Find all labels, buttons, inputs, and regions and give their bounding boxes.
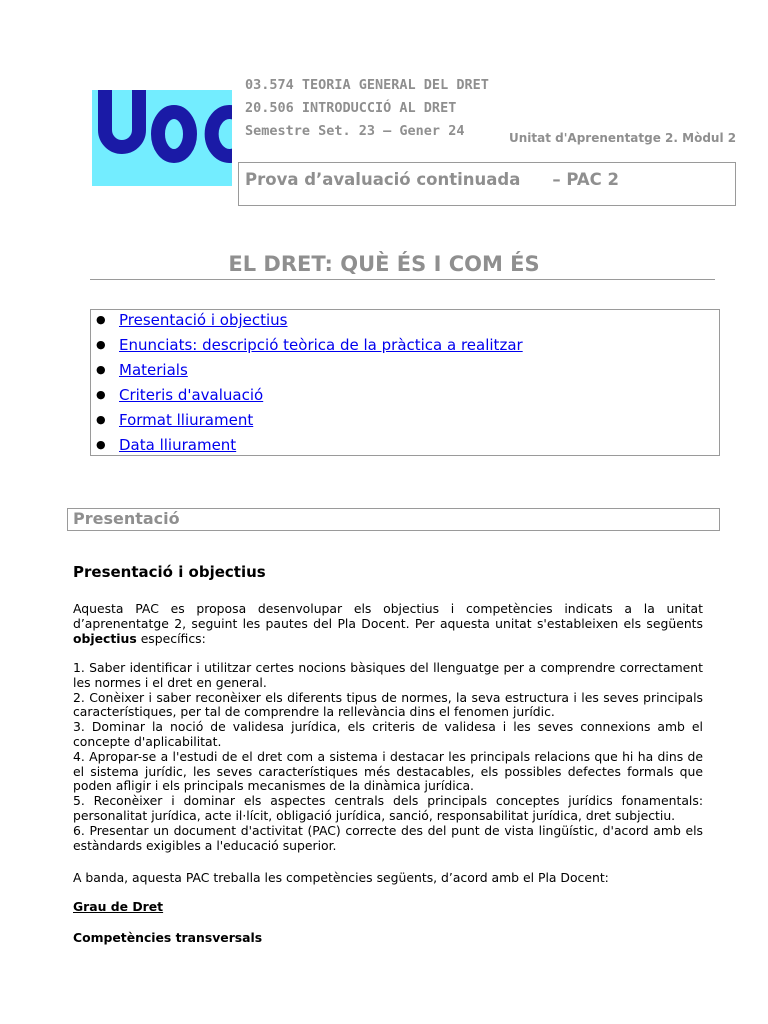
toc-link-enunciats[interactable]: Enunciats: descripció teòrica de la pràctica a realitzar (119, 336, 523, 354)
toc-item (92, 335, 523, 360)
objective-item: 4. Apropar-se a l'estudi de el dret com a sistema i destacar les principals relacions que hi ha dins de el sistema jurídic, les seves característiques més destacables, els possibles defectes formals que poden afligir i els principals mecanismes de la dinàmica jurídica. (73, 748, 703, 794)
toc-item (92, 310, 523, 335)
objectives-list (73, 661, 703, 853)
pac-title-number: – PAC 2 (552, 170, 620, 189)
objective-item: 2. Conèixer i saber reconèixer els diferents tipus de normes, la seva estructura i les seves principals característiques, per tal de comprendre la rellevància dins el fenomen jurídic. (73, 689, 703, 720)
pac-title-name: Prova d’avaluació continuada (245, 170, 521, 189)
toc-item (92, 360, 523, 385)
section-title: Presentació (73, 509, 180, 528)
competences-intro: A banda, aquesta PAC treballa les competències següents, d’acord amb el Pla Docent: (73, 870, 609, 885)
bullet-icon: ● (96, 388, 106, 401)
toc-link-criteris[interactable]: Criteris d'avaluació (119, 386, 264, 404)
intro-bold-term: objectius (73, 630, 137, 646)
bullet-icon: ● (96, 363, 106, 376)
toc-item (92, 410, 523, 435)
objective-item: 5. Reconèixer i dominar els aspectes centrals dels principals conceptes jurídics fonamentals: personalitat jurídica, acte il·lícit, obligació jurídica, sanció, responsabilitat jurídica, dret subjectiu. (73, 793, 703, 823)
intro-text-end: específics: (136, 630, 206, 646)
toc-link-presentacio[interactable]: Presentació i objectius (119, 311, 288, 329)
bullet-icon: ● (96, 313, 106, 326)
title-divider (90, 279, 715, 280)
bullet-icon: ● (96, 438, 106, 451)
uoc-logo (92, 90, 232, 186)
intro-paragraph (73, 602, 703, 646)
toc-link-format[interactable]: Format lliurament (119, 411, 254, 429)
table-of-contents (92, 310, 523, 460)
objective-item: 6. Presentar un document d'activitat (PAC) correcte des del punt de vista lingüístic, d'acord amb els estàndards exigibles a l'educació superior. (73, 822, 703, 853)
semester-label: Semestre Set. 23 – Gener 24 (245, 123, 465, 139)
bullet-icon: ● (96, 413, 106, 426)
uoc-logo-mark (92, 90, 232, 186)
transversal-competences-heading: Competències transversals (73, 930, 263, 945)
main-title: EL DRET: QUÈ ÉS I COM ÉS (228, 252, 540, 276)
toc-link-data[interactable]: Data lliurament (119, 436, 237, 454)
bullet-icon: ● (96, 338, 106, 351)
intro-text: Aquesta PAC es proposa desenvolupar els objectius i competències indicats a la unitat d’aprenentatge 2, seguint les pautes del Pla Docent. Per aquesta unitat s'estableixen els següents (73, 601, 703, 631)
course-code-2: 20.506 INTRODUCCIÓ AL DRET (245, 100, 457, 116)
objective-item: 3. Dominar la noció de validesa jurídica, els criteris de validesa i les seves connexions amb el concepte d'aplicabilitat. (73, 719, 703, 749)
subsection-title: Presentació i objectius (73, 563, 266, 581)
degree-heading: Grau de Dret (73, 899, 164, 914)
objective-item: 1. Saber identificar i utilitzar certes nocions bàsiques del llenguatge per a comprendre correctament les normes i el dret en general. (73, 660, 703, 690)
toc-link-materials[interactable]: Materials (119, 361, 188, 379)
course-code-1: 03.574 TEORIA GENERAL DEL DRET (245, 77, 489, 93)
toc-item (92, 435, 523, 460)
pac-title (245, 170, 619, 189)
unit-label: Unitat d'Aprenentatge 2. Mòdul 2 (509, 131, 737, 145)
toc-item (92, 385, 523, 410)
